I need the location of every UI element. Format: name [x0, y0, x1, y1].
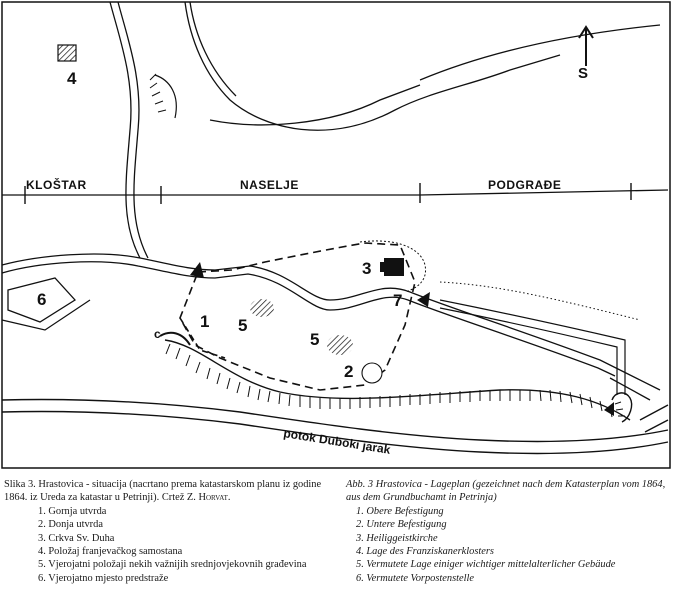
- building-site-5a: [250, 299, 274, 317]
- caption-german: [346, 478, 671, 585]
- marker-3: 3: [362, 259, 372, 278]
- north-letter: S: [578, 65, 589, 82]
- legend-item: 4. Lage des Franziskanerklosters: [356, 546, 494, 558]
- legend-item: 6. Vjerojatno mjesto predstraže: [38, 572, 169, 584]
- building-site-5b: [327, 335, 353, 355]
- caption-hr-author: Horvat.: [198, 492, 231, 504]
- legend-list-hr: [4, 505, 334, 585]
- marker-4: 4: [67, 69, 77, 88]
- marker-c: c: [154, 327, 161, 341]
- marker-5b: 5: [310, 330, 320, 349]
- east-bastion: [604, 393, 632, 422]
- gate-arrow-west-icon: [190, 262, 204, 278]
- roads: [2, 2, 668, 258]
- legend-item: 3. Heiliggeistkirche: [356, 532, 438, 544]
- zone-naselje: NASELJE: [240, 178, 299, 192]
- marker-7: 7: [393, 291, 403, 310]
- main-road: [2, 254, 660, 400]
- legend-item: 2. Untere Befestigung: [356, 519, 447, 531]
- marker-5a: 5: [238, 316, 248, 335]
- caption-croatian: [4, 478, 334, 585]
- marker-2: 2: [344, 362, 354, 381]
- caption-de-head: Abb. 3 Hrastovica - Lageplan (gezeichnet nach dem Katasterplan vom 1864, aus dem Grundbuchamt in Petrinja): [346, 479, 666, 504]
- legend-item: 2. Donja utvrda: [38, 519, 103, 531]
- marker-1: 1: [200, 312, 210, 331]
- church-building: [380, 258, 404, 276]
- marker-6: 6: [37, 290, 47, 309]
- legend-item: 6. Vermutete Vorpostenstelle: [356, 572, 475, 584]
- zone-podgradje: PODGRAĐE: [488, 178, 562, 192]
- zone-klostar: KLOŠTAR: [26, 178, 87, 192]
- legend-item: 1. Obere Befestigung: [356, 505, 444, 517]
- legend-item: 5. Vjerojatni položaji nekih važnijih srednjovjekovnih građevina: [38, 559, 307, 571]
- monastery-site: [58, 45, 76, 61]
- caption-hr-head: Slika 3. Hrastovica - situacija (nacrtano prema katastarskom planu iz godine 1864. iz Ureda za katastar u Petrinji). Crtež Z.: [4, 479, 322, 504]
- legend-item: 5. Vermutete Lage einiger wichtiger mittelalterlicher Gebäude: [356, 559, 616, 571]
- southern-escarpment: [165, 340, 630, 420]
- legend-list-de: [346, 505, 671, 585]
- field-boundaries: [440, 300, 625, 395]
- legend-item: 1. Gornja utvrda: [38, 505, 107, 517]
- stream-label: potok Duboki jarak: [282, 426, 392, 457]
- lower-fort-ring: [362, 363, 382, 383]
- legend-item: 3. Crkva Sv. Duha: [38, 532, 115, 544]
- legend-item: 4. Položaj franjevačkog samostana: [38, 546, 183, 558]
